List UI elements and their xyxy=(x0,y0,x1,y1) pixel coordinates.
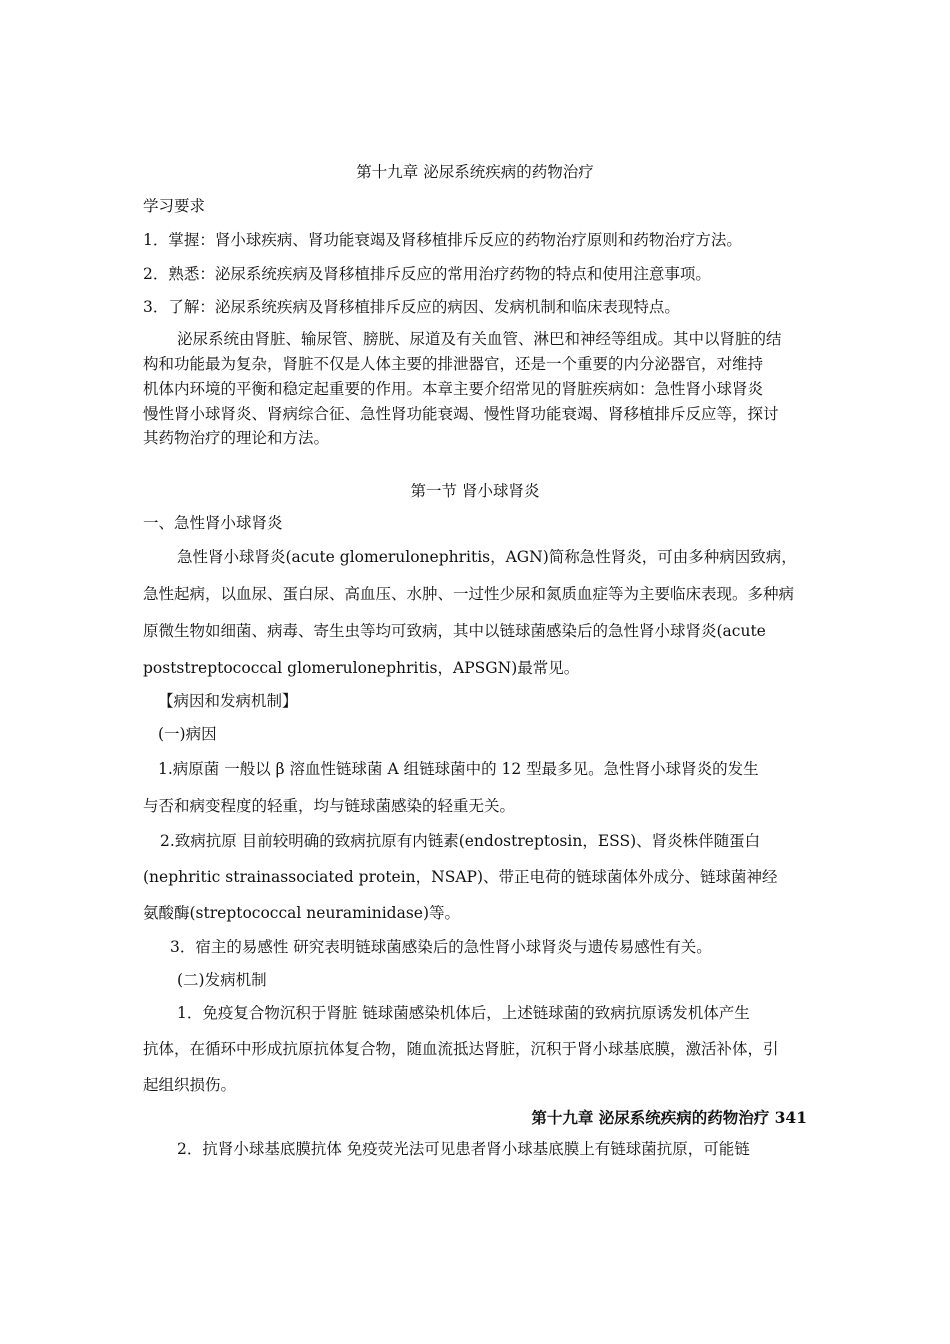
mech1-line: 起组织损伤。 xyxy=(143,1076,237,1094)
requirement-item: 1．掌握：肾小球疾病、肾功能衰竭及肾移植排斥反应的药物治疗原则和药物治疗方法。 xyxy=(143,231,742,249)
cause2-line: 2.致病抗原 目前较明确的致病抗原有内链素(endostreptosin，ESS)、肾炎株伴随蛋白 xyxy=(160,832,761,850)
cause1-line: 与否和病变程度的轻重，均与链球菌感染的轻重无关。 xyxy=(143,797,516,815)
agn-paragraph-line: 急性肾小球肾炎(acute glomerulonephritis，AGN)简称急性肾炎，可由多种病因致病， xyxy=(177,548,797,566)
running-header: 第十九章 泌尿系统疾病的药物治疗 341 xyxy=(531,1108,807,1127)
cause-heading: (一)病因 xyxy=(158,725,217,743)
intro-paragraph-line: 慢性肾小球肾炎、肾病综合征、急性肾功能衰竭、慢性肾功能衰竭、肾移植排斥反应等，探讨 xyxy=(143,405,779,423)
mech1-line: 抗体，在循环中形成抗原抗体复合物，随血流抵达肾脏，沉积于肾小球基底膜，激活补体，引 xyxy=(143,1040,779,1058)
cause3-line: 3．宿主的易感性 研究表明链球菌感染后的急性肾小球肾炎与遗传易感性有关。 xyxy=(170,938,712,956)
requirements-heading: 学习要求 xyxy=(143,197,206,215)
agn-paragraph-line: poststreptococcal glomerulonephritis，APSGN)最常见。 xyxy=(143,659,580,677)
mech1-line: 1．免疫复合物沉积于肾脏 链球菌感染机体后，上述链球菌的致病抗原诱发机体产生 xyxy=(177,1004,750,1022)
subsection-title: 一、急性肾小球肾炎 xyxy=(143,514,283,532)
mechanism-heading: (二)发病机制 xyxy=(177,971,267,989)
etiology-heading: 【病因和发病机制】 xyxy=(158,692,298,710)
cause1-line: 1.病原菌 一般以 β 溶血性链球菌 A 组链球菌中的 12 型最多见。急性肾小球肾炎的发生 xyxy=(158,760,759,778)
intro-paragraph-line: 构和功能最为复杂，肾脏不仅是人体主要的排泄器官，还是一个重要的内分泌器官，对维持 xyxy=(143,355,764,373)
chapter-title: 第十九章 泌尿系统疾病的药物治疗 xyxy=(356,163,594,181)
intro-paragraph-line: 泌尿系统由肾脏、输尿管、膀胱、尿道及有关血管、淋巴和神经等组成。其中以肾脏的结 xyxy=(177,330,782,348)
requirement-item: 3．了解：泌尿系统疾病及肾移植排斥反应的病因、发病机制和临床表现特点。 xyxy=(143,298,680,316)
cause2-line: 氨酸酶(streptococcal neuraminidase)等。 xyxy=(143,904,461,922)
requirement-item: 2．熟悉：泌尿系统疾病及肾移植排斥反应的常用治疗药物的特点和使用注意事项。 xyxy=(143,265,711,283)
mech2-line: 2．抗肾小球基底膜抗体 免疫荧光法可见患者肾小球基底膜上有链球菌抗原，可能链 xyxy=(177,1140,750,1158)
section-title: 第一节 肾小球肾炎 xyxy=(410,482,540,500)
agn-paragraph-line: 原微生物如细菌、病毒、寄生虫等均可致病，其中以链球菌感染后的急性肾小球肾炎(acute xyxy=(143,622,766,640)
intro-paragraph-line: 其药物治疗的理论和方法。 xyxy=(143,429,330,447)
intro-paragraph-line: 机体内环境的平衡和稳定起重要的作用。本章主要介绍常见的肾脏疾病如：急性肾小球肾炎 xyxy=(143,380,764,398)
cause2-line: (nephritic strainassociated protein，NSAP)、带正电荷的链球菌体外成分、链球菌神经 xyxy=(143,868,778,886)
agn-paragraph-line: 急性起病，以血尿、蛋白尿、高血压、水肿、一过性少尿和氮质血症等为主要临床表现。多种病 xyxy=(143,585,795,603)
